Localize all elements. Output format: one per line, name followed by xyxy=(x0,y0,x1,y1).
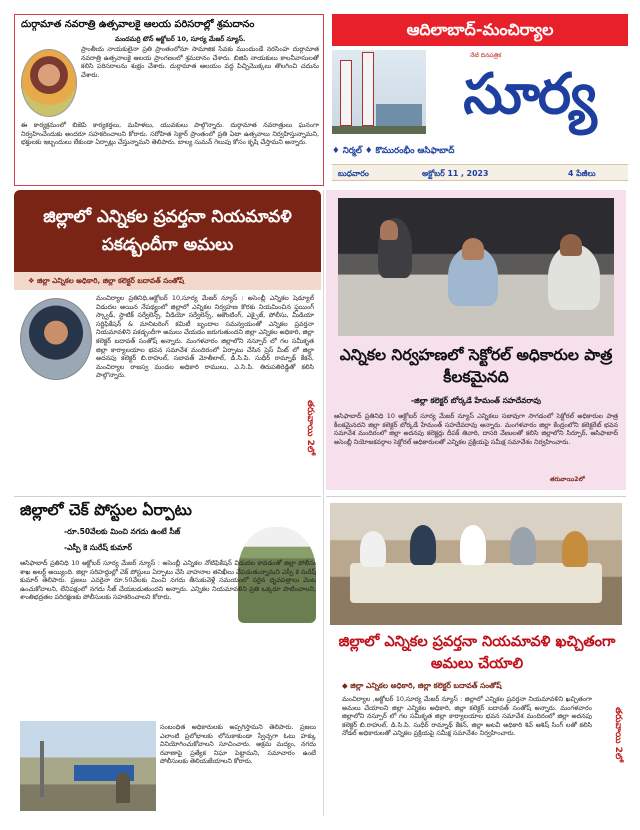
story1-headline: జిల్లాలో ఎన్నికల ప్రవర్తనా నియమావళి పకడ్బందీగా అమలు xyxy=(14,190,321,272)
story2-byline: -జిల్లా కలెక్టర్ బోర్కడే హేమంత్ సహదేవరావు xyxy=(411,396,541,405)
story3-headline: జిల్లాలో చెక్ పోస్టుల ఏర్పాటు xyxy=(20,501,192,519)
dateline-date: అక్టోబర్ 11 , 2023 xyxy=(422,169,489,178)
chimney-right xyxy=(362,52,374,126)
attendee-3 xyxy=(460,525,486,565)
top-story-dateline: మందమర్రి టౌన్ అక్టోబర్ 10, సూర్య మేజర్ న్యూస్. xyxy=(115,35,246,43)
top-story-body-part2: ఈ కార్యక్రమంలో బిజెపి కార్యకర్తలు, మహిళలు, యువకులు పాల్గొన్నారు. దుర్గామాత నవరాత్రులు ఘనంగా నిర్వహించేందుకు అందరూ సహకరించాలని కోరారు. సరోహిత సెక్టార్ ప్రాంతంలో ప్రతి ఏటా ఉత్సవాలు నిర్వహిస్తున్నామని, భక్తులకు ఇబ్బందులు లేకుండా ఏర్పాట్లు చేస్తున్నామని తెలిపారు. బాల్య సుమన్ గెలుపు కోసం కృషి చేస్తామని అన్నారు. xyxy=(21,121,319,147)
story1-collector-photo xyxy=(20,298,92,380)
top-story-body-part1: ప్రాంతీయ నాయకులైనా ప్రతి ప్రాంతంలోనూ సామాజిక సేవకు ముందుండే నరసింహ దుర్గామాత నవరాత్రి ఉత్సవాలకై ఆలయ ప్రాంగణంలో శ్రమదానం చేశారు. బిజిపి నాయకులు కాలనీవాసులతో కలిసి పరిసరాలను శుభ్రం చేశారు. దుర్గామాత ఆలయం వద్ద పిచ్చిమొక్కలు తొలగించి చదును చేశారు. xyxy=(81,45,319,79)
attendee-5 xyxy=(562,531,588,567)
masthead-power-plant-image xyxy=(332,50,426,134)
plant-ground xyxy=(332,126,426,134)
dateline-pages: 4 పేజీలు xyxy=(568,169,596,178)
story3-subhead-sp: -ఎస్పీ కె సురేష్ కుమార్ xyxy=(64,543,132,552)
story2-meeting-photo xyxy=(338,198,614,336)
attendee-1 xyxy=(360,531,386,567)
story4-continued-label: తరువాయి 2లో xyxy=(613,707,623,763)
story-election-code xyxy=(14,190,321,490)
story3-body-continued: సంబంధిత అధికారులకు అప్పగిస్తామని తెలిపారు. ప్రజలు ఎలాంటి ప్రలోభాలకు లోనుకాకుండా స్వేచ్ఛగా ఓటు హక్కు వినియోగించుకోవాలని సూచించారు. అక్రమ మద్యం, నగదు రవాణాపై ప్రత్యేక నిఘా పెట్టామని, సమాచారం ఉంటే పోలీసులకు తెలియజేయాలని కోరారు. xyxy=(160,723,316,766)
story4-headline: జిల్లాలో ఎన్నికల ప్రవర్తనా నియమావళి ఖచ్చితంగా అమలు చేయాలి xyxy=(338,634,616,672)
story4-body: మంచిర్యాల ,అక్టోబర్ 10,సూర్య మేజర్ న్యూస్ : జిల్లాలో ఎన్నికల ప్రవర్తనా నియమావళిని ఖచ్చితంగా అమలు చేయాలని జిల్లా ఎన్నికల అధికారి, జిల్లా కలెక్టర్ బదావత్ సంతోష్ అన్నారు. మంగళవారం జిల్లాలోని నస్పూర్ లో గల సమీకృత జిల్లా కార్యాలయాల భవన సమావేశ మందిరంలో జిల్లా అదనపు కలెక్టర్ బి.రాహుల్, డి.సి.పి. సుధీర్ రామ్నాథ్ కేకన్, జిల్లా అటవీ అధికారి శివ్ ఆశిష్ సింగ్ లతో కలిసి నోడల్ అధికారులతో ఎన్నికల ప్రక్రియపై సమీక్ష సమావేశం నిర్వహించారు. xyxy=(342,695,592,738)
top-story-photo xyxy=(21,49,77,117)
story3-subhead-cash: -రూ.50వేలకు మించి నగదు ఉంటే సీజ్ xyxy=(64,527,181,536)
story1-byline: ❖ జిల్లా ఎన్నికల అధికారి, జిల్లా కలెక్టర్ బదావత్ సంతోష్ xyxy=(14,272,321,290)
person-seated-center-head xyxy=(462,238,484,260)
person-standing-head xyxy=(380,220,398,240)
power-tower xyxy=(40,741,44,797)
chimney-left xyxy=(340,60,352,126)
column-divider xyxy=(323,190,324,816)
story2-headline: ఎన్నికల నిర్వహణలో సెక్టోరల్ అధికారుల పాత్ర కీలకమైనది xyxy=(339,346,613,386)
masthead-districts: ♦ నిర్మల్ ♦ కొమురంభీం ఆసిఫాబాద్ xyxy=(332,146,455,156)
masthead-edition-banner: ఆదిలాబాద్-మంచిర్యాల xyxy=(332,14,628,46)
attendee-4 xyxy=(510,527,536,565)
person-seated-right-head xyxy=(560,234,582,256)
story-sectoral-officers xyxy=(326,190,626,490)
story3-checkpost-photo xyxy=(20,721,156,811)
story4-review-meeting-photo xyxy=(330,503,622,625)
dateline-bar xyxy=(332,164,628,181)
top-story-headline: దుర్గామాత నవరాత్రి ఉత్సవాలకై ఆలయ పరిసరాల్లో శ్రమదానం xyxy=(21,19,255,30)
story4-byline: ◆ జిల్లా ఎన్నికల అధికారి, జిల్లా కలెక్టర్ బదావత్ సంతోష్ xyxy=(342,681,502,690)
meeting-table xyxy=(350,563,602,603)
story-check-posts xyxy=(14,496,321,816)
top-story-box xyxy=(14,14,324,186)
policeman xyxy=(116,773,130,803)
story3-body: ఆసిఫాబాద్ ప్రతినిధి 10 అక్టోబర్ సూర్య మేజర్ న్యూస్ : అసెంబ్లీ ఎన్నికల నోటిఫికేషన్ విడుదల కావడంతో జిల్లా పోలీసు శాఖ అలర్ట్ అయ్యింది. జిల్లా సరిహద్దుల్లో చెక్ పోస్టులు ఏర్పాటు చేసి వాహనాల తనిఖీలు చేపడుతున్నామని ఎస్పీ కె సురేష్ కుమార్ తెలిపారు. ప్రజలు ఎవరైనా రూ.50వేలకు మించి నగదు తీసుకువెళ్లే సమయంలో సరైన ధృవపత్రాలు వెంట ఉంచుకోవాలని, లేనిపక్షంలో నగదు సీజ్ చేయబడుతుందని అన్నారు. ఎన్నికల నియమావళిని ప్రతి ఒక్కరూ పాటించాలని, శాంతిభద్రతల పరిరక్షణకు పోలీసులకు సహకరించాలని కోరారు. xyxy=(20,559,316,602)
attendee-2 xyxy=(410,525,436,565)
dateline-day: బుధవారం xyxy=(338,169,369,178)
newspaper-logo: సూర్య xyxy=(463,61,595,127)
story2-body: ఆసిఫాబాద్ ప్రతినిధి 10 అక్టోబర్ సూర్య మేజర్ న్యూస్ ఎన్నికలు సజావుగా సాగడంలో సెక్టోరల్ అధికారుల పాత్ర కీలకమైనదని జిల్లా కలెక్టర్ బోర్కడే హేమంత్ సహదేవరావు అన్నారు. మంగళవారం జిల్లా కేంద్రంలోని కలెక్టరేట్ భవన సమావేశ మందిరంలో జిల్లా అదనపు కలెక్టర్లు దీపక్ తివారి, దాసరి వేణులతో కలిసి జిల్లాలోని సిర్పూర్, ఆసిఫాబాద్ అసెంబ్లీ నియోజకవర్గాల సెక్టోరల్ అధికారులతో ఎన్నికల ప్రక్రియపై సమీక్ష సమావేశం నిర్వహించారు. xyxy=(334,412,618,446)
story-code-strict xyxy=(326,496,626,816)
story1-continued-label: తరువాయి 2లో xyxy=(305,400,315,456)
newspaper-tagline: నేటి దినపత్రిక xyxy=(470,52,502,59)
story1-body: మంచిర్యాల ప్రతినిధి,అక్టోబర్ 10,సూర్య మేజర్ న్యూస్ : అసెంబ్లీ ఎన్నికల షెడ్యూల్ విడుదల అయిన నేపథ్యంలో జిల్లాలో ఎన్నికల నిర్వహణ కొరకు నియమించిన ఫ్లయింగ్ స్క్వాడ్, స్టాటిక్ సర్వేలెన్స్, వీడియో సర్వేలెన్స్, అకౌంటింగ్, ఎక్సైజ్, పోలీసు, మీడియా సర్టిఫికేషన్ & మానిటరింగ్ కమిటీ బృందాల సమన్వయంతో ఎన్నికల ప్రవర్తనా నియమావళిని పకడ్బందీగా అమలు చేయడం జరుగుతుందని జిల్లా ఎన్నికల అధికారి, జిల్లా కలెక్టర్ బదావత్ సంతోష్ అన్నారు. మంగళవారం జిల్లాలోని నస్పూర్ లో గల సమీకృత జిల్లా కార్యాలయాల భవన సమావేశ మందిరంలో ఏర్పాటు చేసిన ప్రెస్ మీట్ లో జిల్లా అదనపు కలెక్టర్ బి.రాహుల్, సబావత్ మోతీలాల్, డి.సి.పి. సుధీర్ రామ్నాథ్ కేకన్, మంచిర్యాల రాజస్వ మండల అధికారి రాములు, ఎ.సి.పి. తిరుపతిరెడ్డితో కలిసి పాల్గొన్నారు. xyxy=(96,294,314,380)
story2-continued-label: తరువాయి2లో xyxy=(550,476,585,483)
